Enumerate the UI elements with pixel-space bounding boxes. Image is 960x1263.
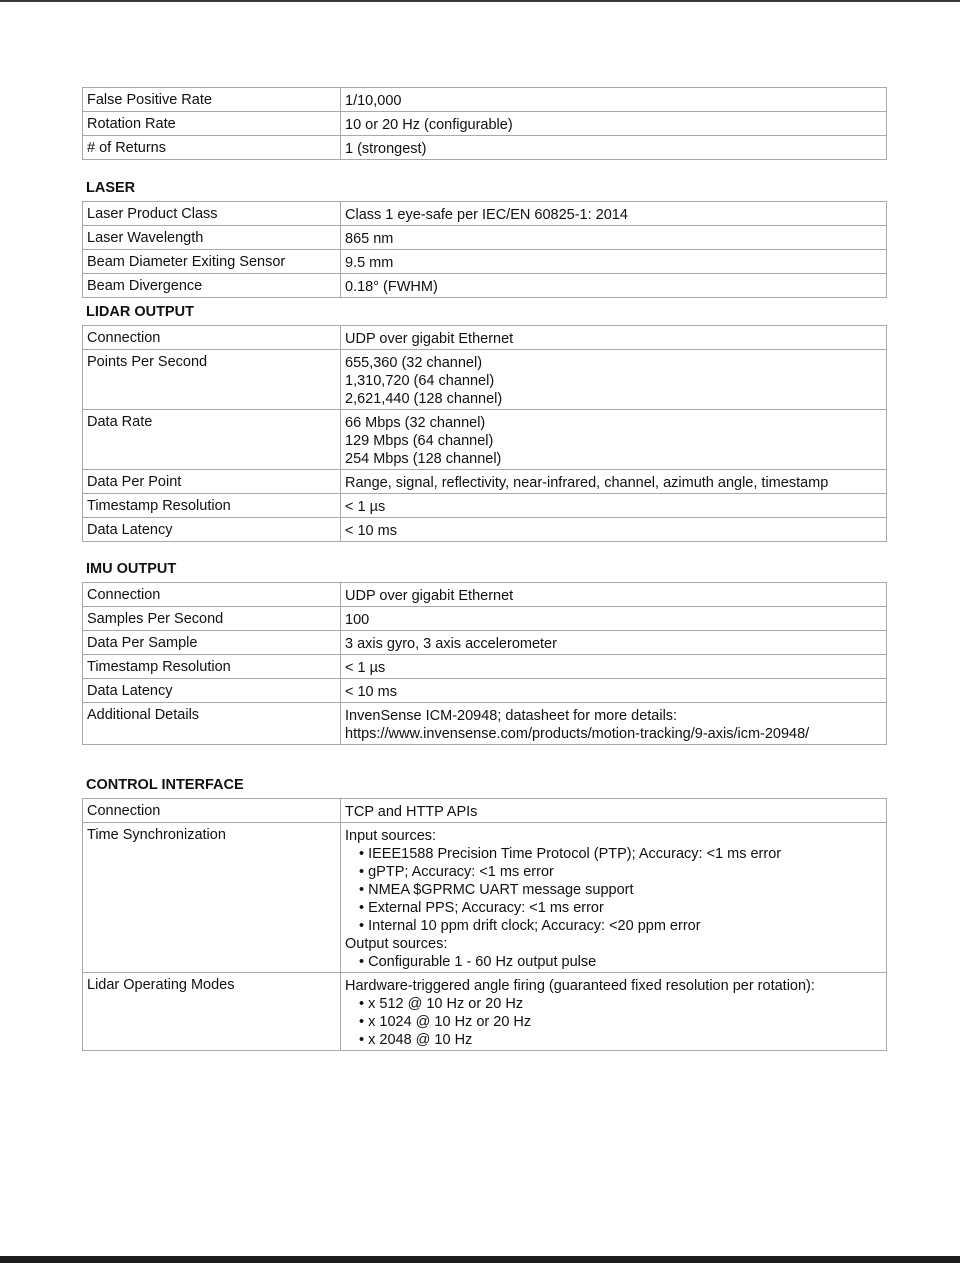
spec-value: 100 [341,607,887,631]
value-line: 655,360 (32 channel) [345,355,483,371]
spec-label: Connection [83,799,341,823]
bottom-edge-bar [0,1256,960,1263]
spec-label: Rotation Rate [83,112,341,136]
table-row [83,583,887,607]
spec-label: Additional Details [83,703,341,745]
operating-modes-heading: Hardware-triggered angle firing (guaranteed fixed resolution per rotation): [345,978,815,994]
list-item: • External PPS; Accuracy: <1 ms error [345,899,882,917]
spec-value: 1 (strongest) [341,136,887,160]
section-title-laser: LASER [86,180,136,196]
spec-label: Lidar Operating Modes [83,973,341,1051]
spec-label: Timestamp Resolution [83,655,341,679]
spec-sheet [82,87,886,1051]
spec-label: Laser Product Class [83,202,341,226]
spec-label: Data Latency [83,679,341,703]
table-row [83,973,887,1051]
spec-label: Time Synchronization [83,823,341,973]
section-title-imu-output: IMU OUTPUT [86,561,177,577]
value-line: 66 Mbps (32 channel) [345,415,486,431]
spec-value: UDP over gigabit Ethernet [341,326,887,350]
section-title-control-interface: CONTROL INTERFACE [86,777,244,793]
spec-value: < 1 µs [341,655,887,679]
table-row [83,88,887,112]
list-item: • NMEA $GPRMC UART message support [345,881,882,899]
spec-value [341,703,887,745]
output-sources-heading: Output sources: [345,936,448,952]
control-interface-spec-table [82,798,887,1051]
spec-value: 865 nm [341,226,887,250]
spec-value: TCP and HTTP APIs [341,799,887,823]
spec-value: 0.18° (FWHM) [341,274,887,298]
table-row [83,136,887,160]
value-line: 254 Mbps (128 channel) [345,451,502,467]
spec-label: False Positive Rate [83,88,341,112]
table-row [83,470,887,494]
spec-label: # of Returns [83,136,341,160]
spec-value: < 10 ms [341,679,887,703]
table-row [83,655,887,679]
list-item: • Configurable 1 - 60 Hz output pulse [345,953,882,971]
spec-value [341,410,887,470]
value-line: 2,621,440 (128 channel) [345,391,503,407]
table-row [83,607,887,631]
spec-value [341,350,887,410]
spec-value: UDP over gigabit Ethernet [341,583,887,607]
value-line: 1,310,720 (64 channel) [345,373,495,389]
table-row [83,703,887,745]
value-line: InvenSense ICM-20948; datasheet for more details: [345,708,678,724]
laser-spec-table [82,201,887,298]
spec-value [341,973,887,1051]
spec-label: Data Per Sample [83,631,341,655]
list-item: • Internal 10 ppm drift clock; Accuracy: <20 ppm error [345,917,882,935]
spec-value: Class 1 eye-safe per IEC/EN 60825-1: 2014 [341,202,887,226]
table-row [83,350,887,410]
imu-output-spec-table [82,582,887,745]
spec-label: Data Per Point [83,470,341,494]
spec-label: Connection [83,326,341,350]
spec-label: Timestamp Resolution [83,494,341,518]
spec-label: Data Latency [83,518,341,542]
spec-label: Beam Divergence [83,274,341,298]
table-row [83,112,887,136]
spec-label: Samples Per Second [83,607,341,631]
spec-label: Laser Wavelength [83,226,341,250]
spec-value: Range, signal, reflectivity, near-infrared, channel, azimuth angle, timestamp [341,470,887,494]
list-item: • gPTP; Accuracy: <1 ms error [345,863,882,881]
value-line: 129 Mbps (64 channel) [345,433,494,449]
table-row [83,326,887,350]
table-row [83,631,887,655]
table-row [83,202,887,226]
spec-label: Points Per Second [83,350,341,410]
section-title-lidar-output: LIDAR OUTPUT [86,304,194,320]
spec-label: Connection [83,583,341,607]
table-row [83,823,887,973]
spec-value: 10 or 20 Hz (configurable) [341,112,887,136]
table-row [83,679,887,703]
table-row [83,226,887,250]
lidar-output-spec-table [82,325,887,542]
spec-value: 3 axis gyro, 3 axis accelerometer [341,631,887,655]
spec-value: 1/10,000 [341,88,887,112]
table-row [83,274,887,298]
input-sources-heading: Input sources: [345,828,437,844]
table-row [83,518,887,542]
spec-value: < 10 ms [341,518,887,542]
spec-label: Beam Diameter Exiting Sensor [83,250,341,274]
list-item: • IEEE1588 Precision Time Protocol (PTP); Accuracy: <1 ms error [345,845,882,863]
table-row [83,250,887,274]
list-item: • x 1024 @ 10 Hz or 20 Hz [345,1013,882,1031]
spec-value [341,823,887,973]
list-item: • x 512 @ 10 Hz or 20 Hz [345,995,882,1013]
general-spec-table [82,87,887,160]
datasheet-url: https://www.invensense.com/products/motion-tracking/9-axis/icm-20948/ [345,726,810,742]
spec-label: Data Rate [83,410,341,470]
top-edge-bar [0,0,960,2]
spec-value: 9.5 mm [341,250,887,274]
table-row [83,799,887,823]
table-row [83,410,887,470]
list-item: • x 2048 @ 10 Hz [345,1031,882,1049]
spec-value: < 1 µs [341,494,887,518]
table-row [83,494,887,518]
